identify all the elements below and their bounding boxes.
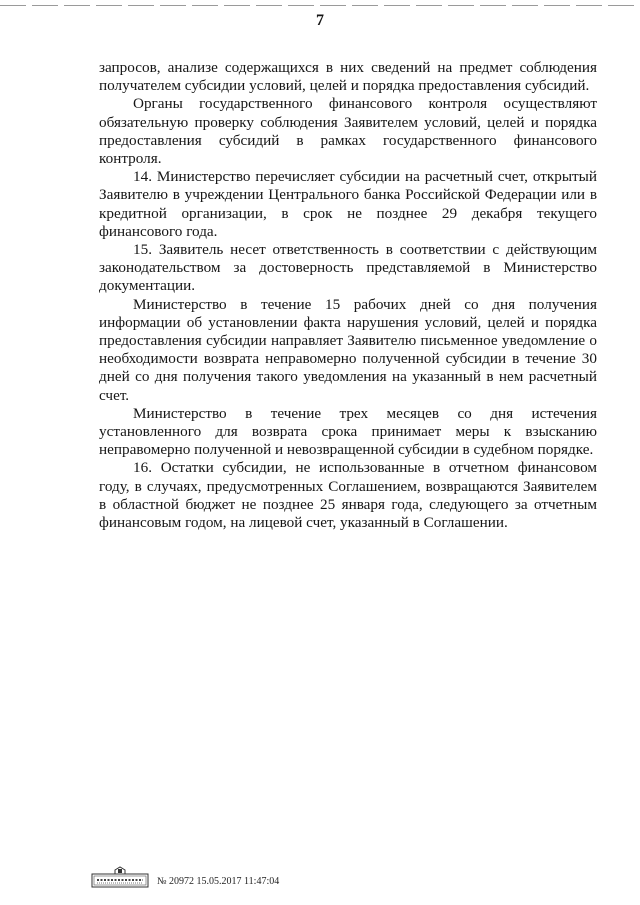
paragraph-3: 14. Министерство перечисляет субсидии на расчетный счет, открытый Заявителю в учреждении Центрального банка Российской Федерации или в кредитной организации, в срок не позднее 29 декабря текущего финансового года. xyxy=(99,168,597,240)
paragraph-4: 15. Заявитель несет ответственность в соответствии с действующим законодательством за достоверность представляемой в Министерство документации. xyxy=(99,241,597,295)
paragraph-7: 16. Остатки субсидии, не использованные в отчетном финансовом году, в случаях, предусмотренных Соглашением, возвращаются Заявителем в областной бюджет не позднее 25 января года, следующего за отчетным финансовым годом, на лицевой счет, указанный в Соглашении. xyxy=(99,459,597,532)
paragraph-5: Министерство в течение 15 рабочих дней со дня получения информации об установлении факта нарушения условий, целей и порядка предоставления субсидии направляет Заявителю письменное уведомление о необходимости возврата неправомерно полученной субсидии в течение 30 дней со дня получения такого уведомления на указанный в нем расчетный счет. xyxy=(99,295,597,404)
document-body xyxy=(99,59,597,532)
page-number: 7 xyxy=(316,12,324,29)
emblem-icon xyxy=(91,866,149,888)
paragraph-2: Органы государственного финансового контроля осуществляют обязательную проверку соблюдения Заявителем условий, целей и порядка предоставления субсидий в рамках государственного финансового контроля. xyxy=(99,95,597,168)
paragraph-6: Министерство в течение трех месяцев со дня истечения установленного для возврата срока принимает меры к взысканию неправомерно полученной и невозвращенной субсидии в судебном порядке. xyxy=(99,404,597,459)
top-border-line xyxy=(0,5,640,6)
registration-stamp: № 20972 15.05.2017 11:47:04 xyxy=(157,876,280,887)
footer-stamp xyxy=(91,866,279,888)
paragraph-1: запросов, анализе содержащихся в них сведений на предмет соблюдения получателем субсидии условий, целей и порядка предоставления субсидий. xyxy=(99,59,597,95)
